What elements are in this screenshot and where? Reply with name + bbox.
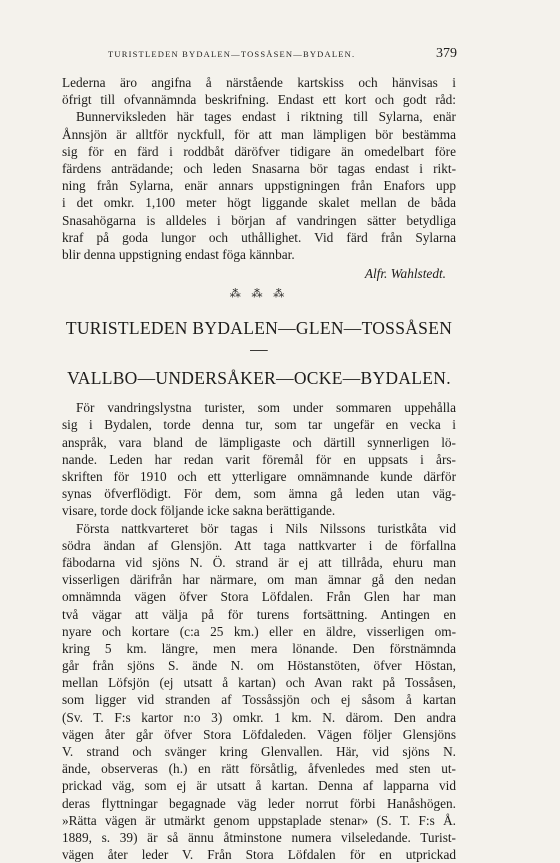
text-line: synas öfverflödigt. För dem, som ämna gå leden utan väg- <box>62 486 456 502</box>
text-line: ning från Sylarna, enär annars uppstigningen från Enafors upp <box>62 178 456 194</box>
text-line: mellan Löfsjön (ej utsatt å kartan) och Avan rakt på Tossåsen, <box>62 675 456 691</box>
text-line: prickad väg, som ej är utsatt å kartan. Denna af lapparna vid <box>62 778 456 794</box>
text-line: södra ändan af Glensjön. Att taga nattkvarter i de förfallna <box>62 537 456 553</box>
section-title <box>62 318 456 389</box>
book-page <box>62 46 456 863</box>
text-line: kraf på goda lungor och uthållighet. Vid färd från Sylarna <box>62 229 456 245</box>
text-line: »Rätta vägen är utmärkt genom uppstaplade stenar» (S. T. F:s Å. <box>62 812 456 828</box>
paragraph-route-advice <box>62 74 456 282</box>
text-line: För vandringslystna turister, som under sommaren uppehålla <box>76 400 456 416</box>
paragraph-route-description <box>62 399 456 863</box>
text-line: fäbodarna vid sjöns N. Ö. strand är ej att tillråda, ehuru man <box>62 554 456 570</box>
text-line: nyare och kortare (c:a 25 km.) eller en äldre, visserligen om- <box>62 623 456 639</box>
text-line: sig i Bydalen, torde denna tur, som tar ungefär en vecka i <box>62 417 456 433</box>
section-title-line-2: VALLBO—UNDERSÅKER—OCKE—BYDALEN. <box>67 368 451 389</box>
text-line: vägen åter går öfver Stora Löfdaleden. Vägen följer Glensjöns <box>62 726 456 742</box>
text-line: kring 5 km. längre, men mera lönande. Den förstnämnda <box>62 640 456 656</box>
text-line: blir denna uppstigning endast föga kännbar. <box>62 246 295 262</box>
text-line: skriften för 1910 och ett ytterligare omnämnande kunde därför <box>62 469 456 485</box>
text-line: Snasahögarna is alldeles i början af vandringen sätter betydliga <box>62 212 456 228</box>
text-line: vägen åter leder V. Från Stora Löfdalen för en utprickad <box>62 847 456 863</box>
text-line: två vägar att välja på för turens fortsättning. Antingen en <box>62 606 456 622</box>
text-line: visare, torde dock följande icke sakna berättigande. <box>62 503 336 519</box>
text-line: (Sv. T. F:s kartor n:o 3) omkr. 1 km. N. därom. Den andra <box>62 709 456 725</box>
text-line: som ligger vid stranden af Tossåssjön och ej såsom å kartan <box>62 692 456 708</box>
text-line: Lederna äro angifna å närstående kartskiss och hänvisas i <box>62 75 456 90</box>
text-line: visserligen därifrån har närmare, om man ämnar gå den nedan <box>62 572 456 588</box>
text-line: öfrigt till ofvannämnda beskrifning. Endast ett kort och godt råd: <box>62 92 456 108</box>
text-line: anspråk, vara bland de lämpligaste och därtill synnerligen lö- <box>62 434 456 450</box>
text-line: går från sjöns S. ände N. om Höstanstöten, öfver Höstan, <box>62 658 456 674</box>
author-signature: Alfr. Wahlstedt. <box>364 266 446 282</box>
running-head <box>62 46 456 64</box>
text-line: sig för en färd i roddbåt däröfver tidigare än omedelbart före <box>62 143 456 159</box>
text-line: deras flyttningar begagnade väg leder norrut förbi Hanåshögen. <box>62 795 456 811</box>
text-line: ände, observeras (h.) en rätt försåtlig, åfvenledes med sten ut- <box>62 761 456 777</box>
section-ornament: ⁂ ⁂ ⁂ <box>229 288 289 301</box>
text-line: i det omkr. 1,100 meter högt liggande skalet mellan de båda <box>62 195 456 211</box>
text-line: V. strand och svänger kring Glenvallen. Här, vid sjöns N. <box>62 744 456 760</box>
section-title-line-1: TURISTLEDEN BYDALEN—GLEN—TOSSÅSEN— <box>65 318 453 360</box>
text-line: 1889, s. 39) är så ännu åtminstone numera vilseledande. Turist- <box>62 829 456 845</box>
text-line: nande. Leden har redan varit föremål för en uppsats i års- <box>62 451 456 467</box>
text-line: Bunnerviksleden här tages endast i riktning till Sylarna, enär <box>76 109 456 125</box>
page-number: 379 <box>436 46 457 61</box>
text-line: omnämnda vägen öfver Stora Löfdalen. Från Glen har man <box>62 589 456 605</box>
text-line: Ånnsjön är alltför nyckfull, för att man lämpligen bör bestämma <box>62 126 456 142</box>
text-line: Första nattkvarteret bör tagas i Nils Nilssons turistkåta vid <box>76 520 456 536</box>
text-line: färdens anträdande; och leden Snasarna bör tagas endast i rikt- <box>62 160 456 176</box>
running-head-title: TURISTLEDEN BYDALEN—TOSSÅSEN—BYDALEN. <box>108 49 356 59</box>
